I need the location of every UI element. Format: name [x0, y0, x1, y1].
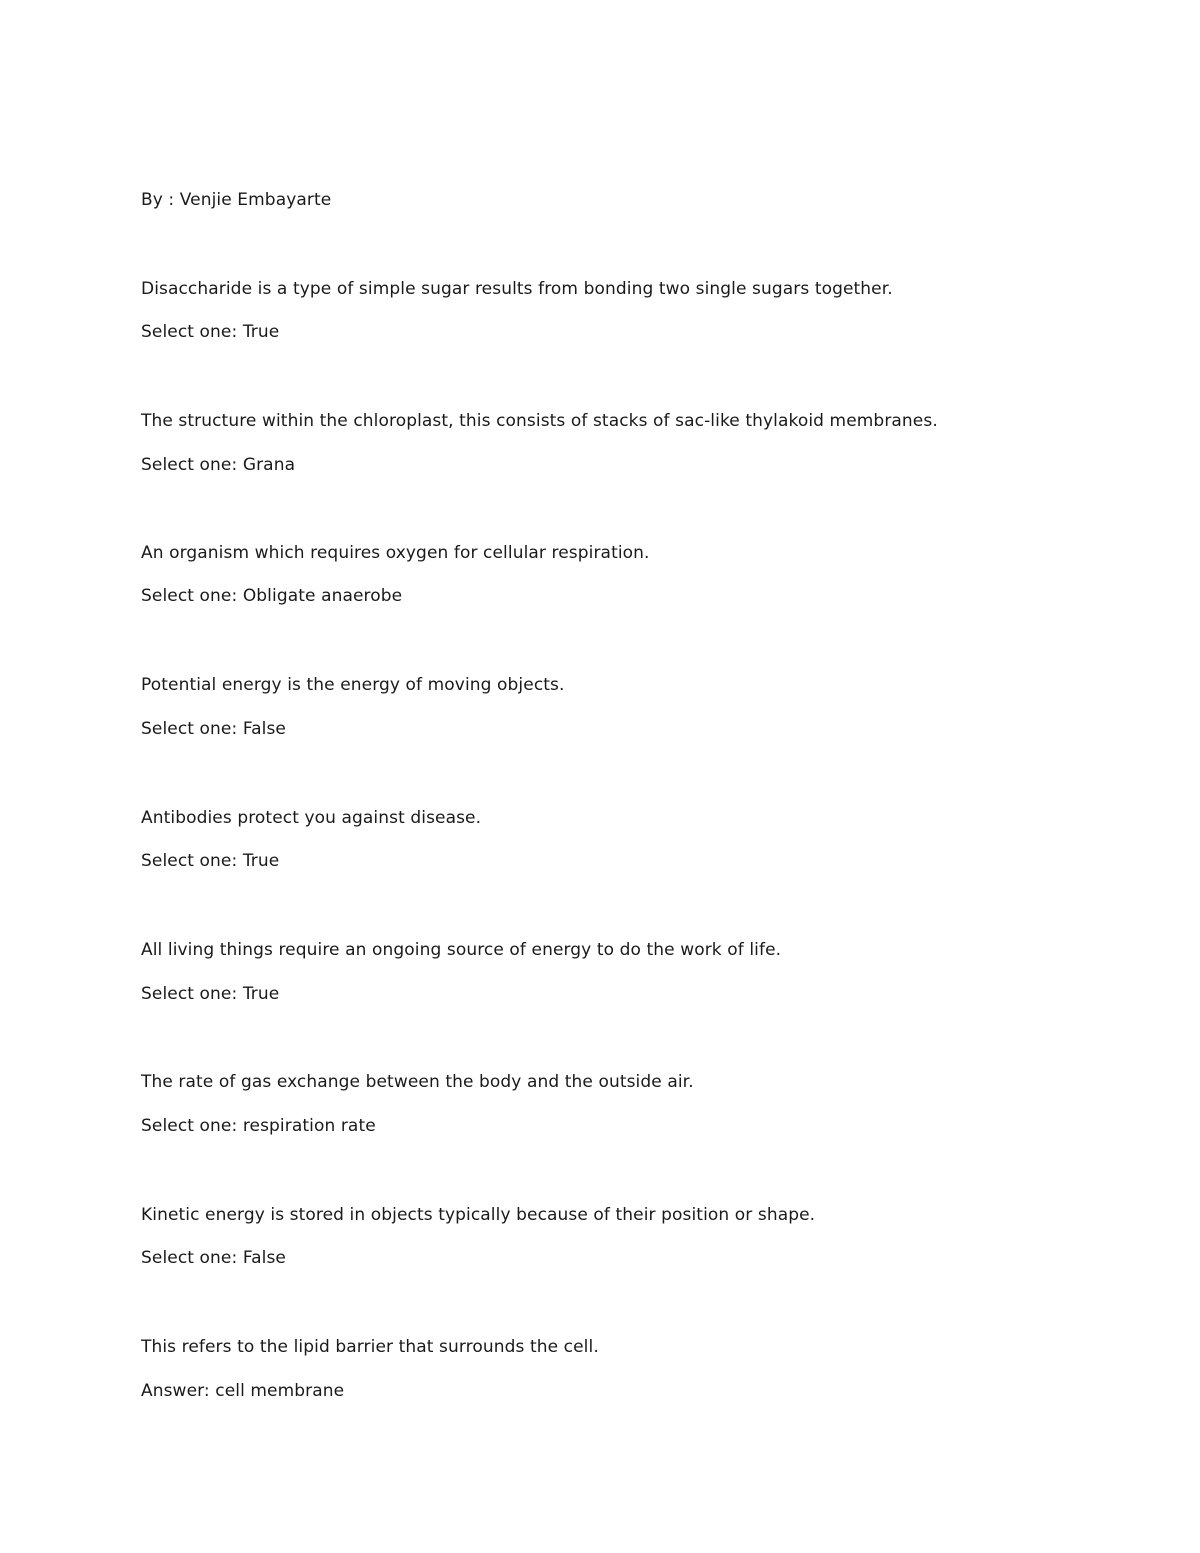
question-3-text: An organism which requires oxygen for cellular respiration. [141, 543, 650, 563]
author-line: By : Venjie Embayarte [141, 190, 332, 210]
question-6-text: All living things require an ongoing source of energy to do the work of life. [141, 940, 782, 960]
question-2-text: The structure within the chloroplast, this consists of stacks of sac-like thylakoid membranes. [141, 411, 938, 431]
answer-6-text: Select one: True [141, 984, 280, 1004]
answer-1-text: Select one: True [141, 322, 280, 342]
question-8-text: Kinetic energy is stored in objects typically because of their position or shape. [141, 1205, 816, 1225]
question-4-text: Potential energy is the energy of moving objects. [141, 675, 565, 695]
answer-5-text: Select one: True [141, 851, 280, 871]
answer-4-text: Select one: False [141, 719, 286, 739]
answer-3-text: Select one: Obligate anaerobe [141, 586, 403, 606]
question-9-text: This refers to the lipid barrier that surrounds the cell. [141, 1337, 599, 1357]
answer-9-text: Answer: cell membrane [141, 1381, 345, 1401]
question-7-text: The rate of gas exchange between the body and the outside air. [141, 1072, 694, 1092]
answer-2-text: Select one: Grana [141, 455, 296, 475]
question-1-text: Disaccharide is a type of simple sugar results from bonding two single sugars together. [141, 279, 893, 299]
question-5-text: Antibodies protect you against disease. [141, 808, 482, 828]
answer-8-text: Select one: False [141, 1248, 286, 1268]
answer-7-text: Select one: respiration rate [141, 1116, 376, 1136]
